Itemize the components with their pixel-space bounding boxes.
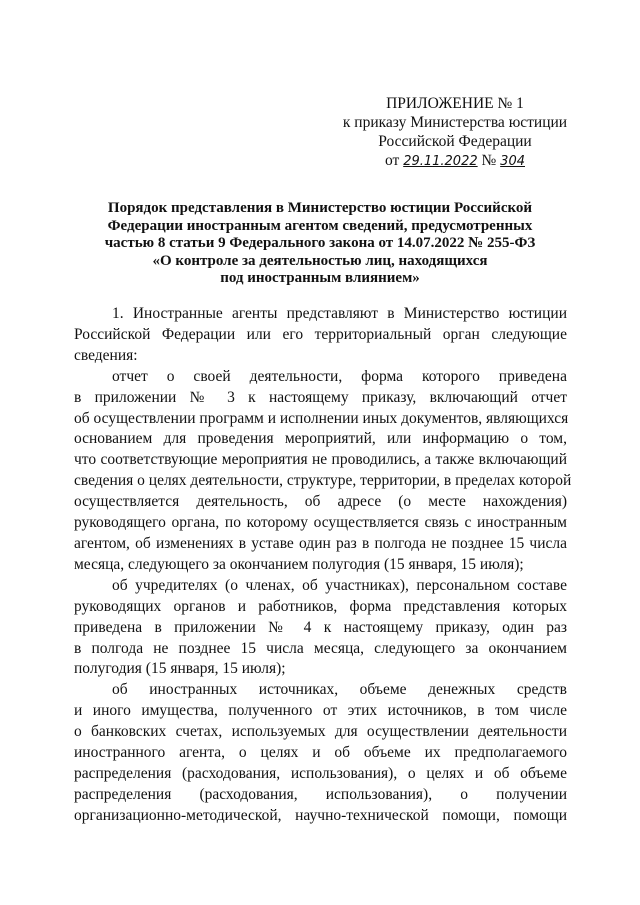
appendix-title: ПРИЛОЖЕНИЕ № 1 (386, 95, 524, 112)
document-body (74, 304, 572, 827)
order-number: 304 (500, 154, 525, 169)
title-line: «О контроле за деятельностью лиц, находящихся (152, 252, 488, 269)
body-line: и иного имущества, полученного от этих источников, в том числе (74, 702, 567, 720)
body-line: полугодия (15 января, 15 июля); (74, 660, 286, 678)
body-line: иностранного агента, о целях и об объеме их предполагаемого (74, 744, 567, 762)
body-line: в полгода не позднее 15 числа месяца, следующего за окончанием (74, 639, 567, 657)
body-line: осуществляется деятельность, об адресе (о месте нахождения) (74, 493, 567, 511)
body-line: о банковских счетах, используемых для осуществлении деятельности (74, 723, 567, 741)
body-line: агентом, об изменениях в уставе один раз в полгода не позднее 15 числа (74, 534, 567, 552)
body-line: 1. Иностранные агенты представляют в Министерство юстиции (112, 305, 567, 322)
body-line: распределения (расходования, использования), о целях и об объеме (74, 764, 567, 782)
title-line: Федерации иностранным агентом сведений, предусмотренных (107, 217, 533, 234)
appendix-header (330, 94, 580, 171)
body-line: отчет о своей деятельности, форма которого приведена (112, 367, 567, 385)
body-line: об иностранных источниках, объеме денежных средств (112, 681, 567, 699)
number-prefix: № (481, 152, 497, 169)
body-line: месяца, следующего за окончанием полугодия (15 января, 15 июля); (74, 555, 524, 573)
body-line: об осуществлении программ и исполнении иных документов, являющихся (74, 409, 569, 427)
title-line: Порядок представления в Министерство юстиции Российской (107, 200, 533, 216)
body-line: руководящих органов и работников, форма представления которых (74, 597, 567, 615)
appendix-order-line: к приказу Министерства юстиции (342, 114, 568, 131)
document-title (70, 200, 570, 288)
body-line: сведения: (74, 346, 138, 364)
body-line: руководящего органа, по которому осуществляется связь с иностранным (74, 514, 567, 532)
body-line: основанием для проведения мероприятий, или информацию о том, (74, 430, 567, 448)
date-prefix: от (384, 152, 400, 169)
body-line: распределения (расходования, использования), о получении (74, 785, 567, 803)
body-line: об учредителях (о членах, об участниках), персональном составе (112, 576, 567, 594)
appendix-ministry-line: Российской Федерации (378, 133, 532, 150)
body-line: организационно-методической, научно-технической помощи, помощи (74, 806, 567, 824)
title-line: под иностранным влиянием» (220, 270, 420, 287)
body-line: сведения о целях деятельности, структуре, территории, в пределах которой (74, 472, 572, 490)
body-line: приведена в приложении № 4 к настоящему приказу, один раз (74, 618, 567, 636)
body-line: Российской Федерации или его территориальный орган следующие (74, 325, 567, 343)
body-line: в приложении № 3 к настоящему приказу, включающий отчет (74, 388, 567, 406)
appendix-date-line (330, 151, 580, 171)
order-date: 29.11.2022 (403, 154, 478, 169)
body-line: что соответствующие мероприятия не проводились, а также включающий (74, 451, 567, 469)
title-line: частью 8 статьи 9 Федерального закона от 14.07.2022 № 255-ФЗ (104, 235, 536, 252)
